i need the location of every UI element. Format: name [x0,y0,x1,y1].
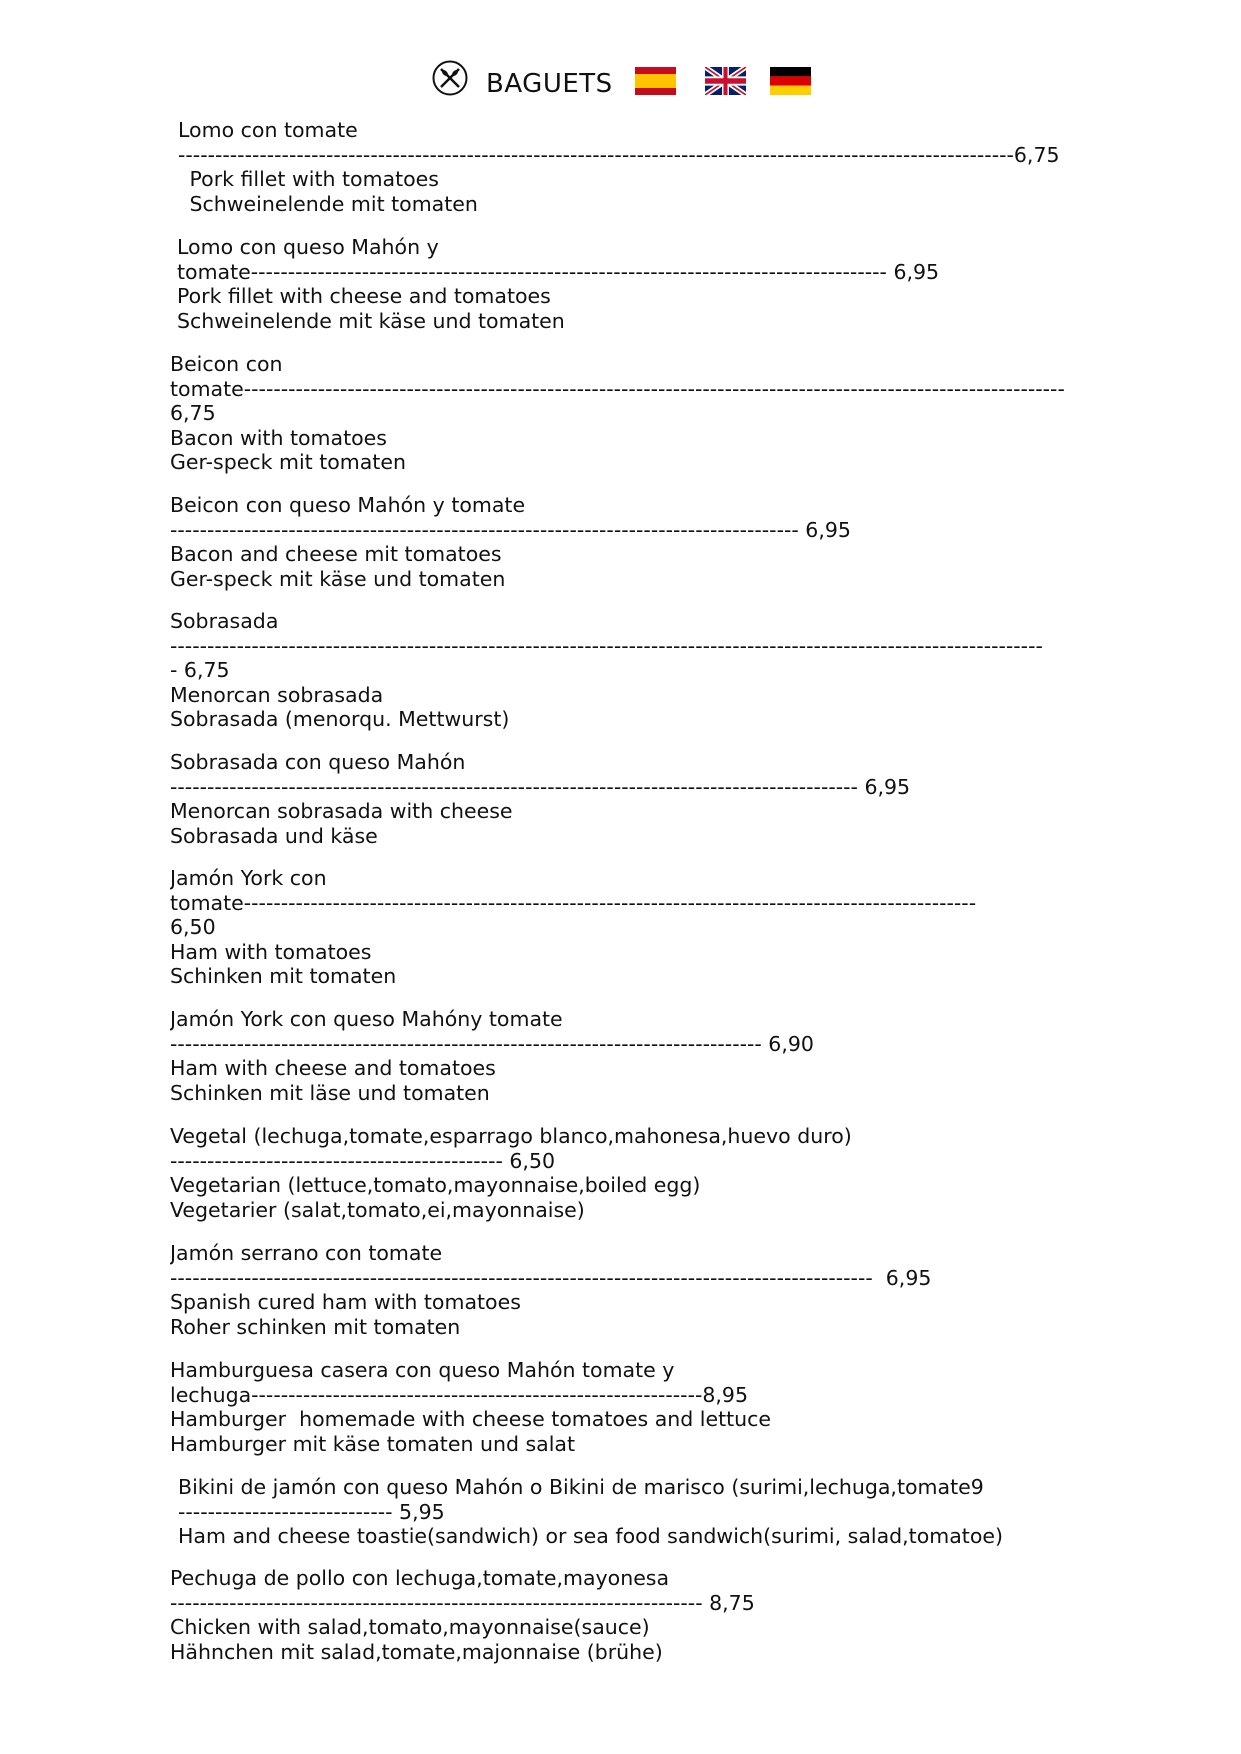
item-line: Bacon and cheese mit tomatoes [170,542,502,566]
menu-item [170,1358,1230,1456]
menu-item [178,118,1230,216]
item-line: -----------------------------------------------------------------------------------------------------------------6,75 [178,142,1060,167]
item-line: Chicken with salad,tomato,mayonnaise(sauce) [170,1615,650,1639]
item-name: Hamburguesa casera con queso Mahón tomate y [170,1358,675,1382]
item-line: tomate--------------------------------------------------------------------------------------------------- [170,890,977,915]
page-title: BAGUETS [486,69,613,99]
item-name: Sobrasada con queso Mahón [170,750,466,774]
menu-item [170,1124,1230,1222]
item-line: Menorcan sobrasada [170,682,384,707]
menu-item [170,352,1230,475]
item-line: Sobrasada (menorqu. Mettwurst) [170,707,510,731]
item-line: Menorcan sobrasada with cheese [170,799,513,823]
item-line: Roher schinken mit tomaten [170,1314,461,1339]
item-line: Schinken mit läse und tomaten [170,1080,490,1105]
item-line: --------------------------------------------------------------------------------------------- 6,95 [170,774,911,799]
item-line: -------------------------------------------------------------------------------- 6,90 [170,1031,814,1056]
menu-item [170,493,1230,591]
item-line: Hähnchen mit salad,tomate,majonnaise (brühe) [170,1639,663,1664]
item-line: Vegetarian (lettuce,tomato,mayonnaise,boiled egg) [170,1173,701,1197]
menu-item [170,609,1230,732]
item-line: Bacon with tomatoes [170,425,387,450]
menu-item [177,235,1230,333]
item-line: tomate-------------------------------------------------------------------------------------- 6,95 [177,259,940,284]
menu-item [170,1007,1230,1105]
item-line: Sobrasada und käse [170,823,378,848]
item-line: ------------------------------------------------------------------------ 8,75 [170,1590,755,1615]
item-line: - 6,75 [170,658,230,682]
item-line: Pork fillet with cheese and tomatoes [177,284,551,308]
item-line: 6,75 [170,401,216,425]
item-line: Ham with tomatoes [170,939,372,964]
menu-item [170,1566,1230,1664]
item-line: Pork fillet with tomatoes [183,167,439,191]
item-name: Pechuga de pollo con lechuga,tomate,mayonesa [170,1566,670,1590]
item-line: ---------------------------------------------------------------------------------------------------------------------- [170,633,1043,658]
item-name: Lomo con tomate [178,118,358,142]
item-name: Jamón York con [170,866,327,890]
item-line: ----------------------------- 5,95 [178,1499,445,1524]
item-line: --------------------------------------------- 6,50 [170,1148,556,1173]
item-name: Jamón York con queso Mahóny tomate [170,1007,563,1031]
item-name: Sobrasada [170,609,279,633]
item-name: Beicon con queso Mahón y tomate [170,493,526,517]
item-line: tomate--------------------------------------------------------------------------------------------------------------- [170,376,1065,401]
item-name: Lomo con queso Mahón y [177,235,439,259]
menu-item [170,866,1230,989]
item-line: Ger-speck mit käse und tomaten [170,566,506,591]
item-line: ------------------------------------------------------------------------------------- 6,95 [170,517,851,542]
item-line: Spanish cured ham with tomatoes [170,1290,521,1314]
item-line: Vegetarier (salat,tomato,ei,mayonnaise) [170,1197,585,1222]
item-name: Jamón serrano con tomate [170,1241,443,1265]
item-name: Vegetal (lechuga,tomate,esparrago blanco,mahonesa,huevo duro) [170,1124,852,1148]
item-line: Schweinelende mit käse und tomaten [177,308,565,333]
item-line: Schweinelende mit tomaten [183,191,478,216]
item-line: Hamburger homemade with cheese tomatoes and lettuce [170,1407,772,1431]
item-name: Bikini de jamón con queso Mahón o Bikini de marisco (surimi,lechuga,tomate9 [178,1475,984,1499]
item-line: lechuga-------------------------------------------------------------8,95 [170,1382,749,1407]
item-name: Beicon con [170,352,283,376]
item-line: ----------------------------------------------------------------------------------------------- 6,95 [170,1265,932,1290]
item-line: Ham with cheese and tomatoes [170,1056,496,1080]
menu-item [170,750,1230,848]
item-line: Ger-speck mit tomaten [170,450,406,474]
item-line: Schinken mit tomaten [170,964,397,988]
item-line: Hamburger mit käse tomaten und salat [170,1431,576,1456]
menu-item [170,1241,1230,1339]
menu-item [178,1475,1230,1549]
item-line: 6,50 [170,915,216,939]
item-line: Ham and cheese toastie(sandwich) or sea food sandwich(surimi, salad,tomatoe) [178,1524,1003,1548]
